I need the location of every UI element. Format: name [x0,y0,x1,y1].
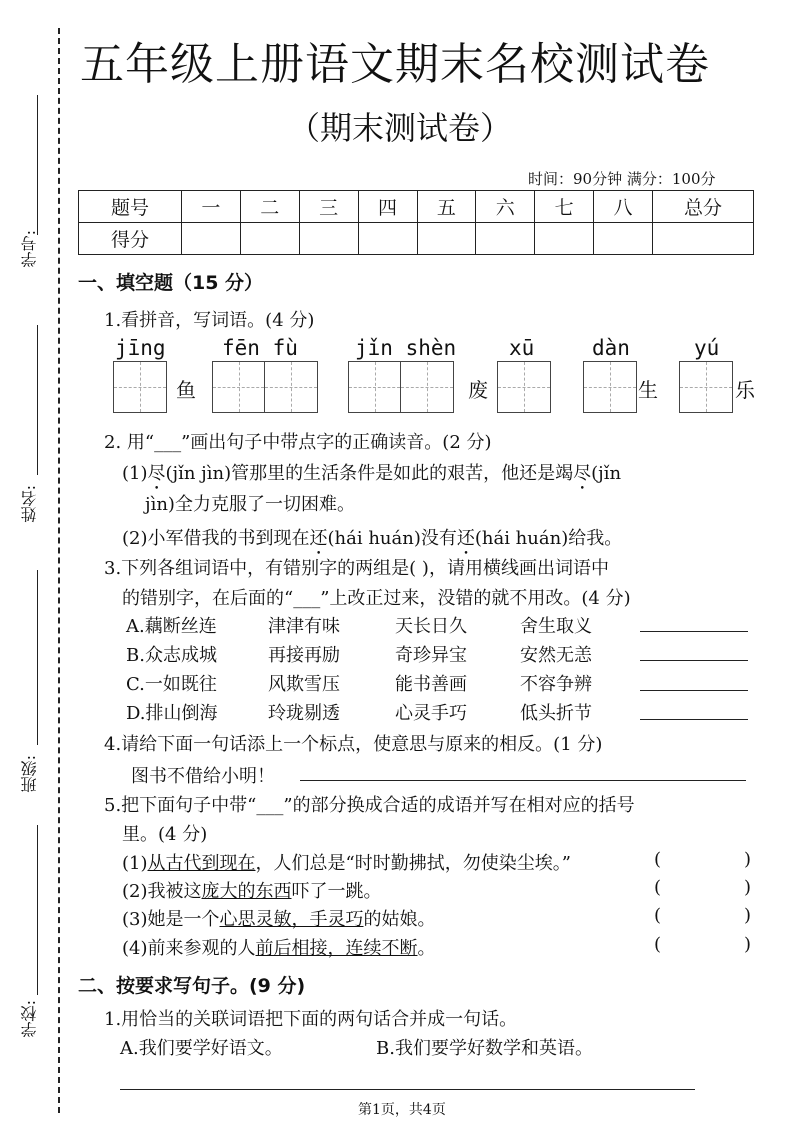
q3-word: D.排山倒海 [126,703,218,724]
paren-open: ( [654,877,662,898]
q5-line1: 5.把下面句子中带“___”的部分换成合适的成语并写在相对应的括号 [104,795,635,816]
q3-word: B.众志成城 [126,645,217,666]
grid-suffix: 生 [638,378,658,402]
grid-suffix: 乐 [735,378,755,402]
q3-line1: 3.下列各组词语中，有错别字的两组是( )，请用横线画出词语中 [104,558,609,579]
label-xuexiao: 学校: [20,1000,39,1038]
q3-word: C.一如既往 [126,674,217,695]
q3-word: 风欺雪压 [268,674,340,695]
q1-text: 1.看拼音，写词语。(4 分) [104,310,315,331]
s2-option-b: B.我们要学好数学和英语。 [376,1038,593,1059]
q5-item [122,905,436,931]
score-cell: 一 [182,191,241,223]
q5-underlined: 心思灵敏，手灵巧 [219,909,364,930]
score-cell: 三 [299,191,358,223]
q2-s1a: (1) [122,463,148,484]
q5-underlined: 从古代到现在 [147,853,256,874]
paren-open: ( [654,849,662,870]
writing-grid[interactable] [348,361,454,413]
pinyin: dàn [592,336,630,360]
page-number: 第1页，共4页 [358,1102,446,1118]
paren-close: ) [744,934,752,955]
q3-word: A.藕断丝连 [126,616,217,637]
page-title: 五年级上册语文期末名校测试卷 [80,39,710,90]
q5-item [122,934,436,960]
pinyin: fēn fù [222,336,298,360]
paren-open: ( [654,905,662,926]
paren-close: ) [744,849,752,870]
q5-pre: (2)我被这 [122,881,202,902]
q2-s1f: jìn)全力克服了一切困难。 [145,494,355,515]
score-input[interactable] [476,223,535,255]
answer-blank[interactable] [640,660,748,661]
q3-word: 舍生取义 [520,616,592,637]
score-cell: 题号 [79,191,182,223]
score-cell: 五 [417,191,476,223]
q2-sentence1 [122,459,621,494]
score-input[interactable] [417,223,476,255]
xingming-line [37,325,38,475]
score-input[interactable] [653,223,754,255]
score-input[interactable] [240,223,299,255]
q3-word: 天长日久 [395,616,467,637]
grid-suffix: 废 [468,378,488,402]
exam-meta: 时间：90分钟 满分：100分 [528,170,716,188]
dotted-char: 尽 [147,463,166,484]
q5-post: ，人们总是“时时勤拂拭，勿使染尘埃。” [255,853,571,874]
paren-close: ) [744,905,752,926]
q5-pre: (4)前来参观的人 [122,938,256,959]
answer-blank[interactable] [640,719,748,720]
q5-post: 的姑娘。 [363,909,436,930]
label-banji: 班级: [20,755,39,793]
q3-word: 心灵手巧 [395,703,467,724]
q5-item [122,877,382,903]
q4-text: 4.请给下面一句话添上一个标点，使意思与原来的相反。(1 分) [104,734,603,755]
score-cell: 四 [358,191,417,223]
q5-line2: 里。(4 分) [122,824,208,845]
paren-close: ) [744,877,752,898]
section1-heading: 一、填空题（15 分） [78,272,264,294]
writing-grid[interactable] [679,361,733,413]
q3-word: 低头折节 [520,703,592,724]
answer-line[interactable] [120,1089,695,1090]
writing-grid[interactable] [113,361,167,413]
q3-word: 不容争辨 [520,674,592,695]
q4-sentence: 图书不借给小明！ [131,766,275,787]
score-label: 得分 [79,223,182,255]
xuehao-line [37,95,38,235]
score-input[interactable] [182,223,241,255]
pinyin: xū [509,336,535,360]
answer-blank[interactable] [640,631,748,632]
q5-post: 吓了一跳。 [291,881,382,902]
q3-word: 安然无恙 [520,645,592,666]
q2-s2a: (2)小军借我的书到现在 [122,528,310,549]
q2-s2e: (hái huán)给我。 [474,528,623,549]
q5-pre: (3)她是一个 [122,909,220,930]
q5-underlined: 前后相接，连续不断 [255,938,418,959]
score-cell: 二 [240,191,299,223]
writing-grid[interactable] [497,361,551,413]
q5-item [122,849,571,875]
q3-word: 津津有味 [268,616,340,637]
score-input[interactable] [594,223,653,255]
score-cell: 总分 [653,191,754,223]
dotted-char: 还 [309,528,328,549]
score-input[interactable] [299,223,358,255]
label-xingming: 姓名: [20,485,39,523]
score-input[interactable] [535,223,594,255]
score-cell: 六 [476,191,535,223]
answer-blank[interactable] [300,780,746,781]
score-value-row [79,223,754,255]
q5-post: 。 [417,938,436,959]
q3-word: 再接再励 [268,645,340,666]
section2-heading: 二、按要求写句子。(9 分) [78,975,306,997]
score-table [78,190,754,255]
score-header-row [79,191,754,223]
grid-suffix: 鱼 [176,378,196,402]
q3-word: 能书善画 [395,674,467,695]
q2-s1c: (jǐn jìn)管那里的生活条件是如此的艰苦，他还是竭 [165,463,574,484]
q5-pre: (1) [122,853,148,874]
pinyin: jīng [115,336,166,360]
q2-s1e: (jǐn [591,463,622,484]
writing-grid[interactable] [212,361,318,413]
pinyin: yú [694,336,720,360]
label-xuehao: 学号: [20,230,39,268]
q3-word: 玲珑剔透 [268,703,340,724]
paren-open: ( [654,934,662,955]
banji-line [37,570,38,745]
cut-line [58,28,60,1113]
s2-q1-text: 1.用恰当的关联词语把下面的两句话合并成一句话。 [104,1009,518,1030]
score-input[interactable] [358,223,417,255]
q2-text: 2. 用“___”画出句子中带点字的正确读音。(2 分) [104,432,492,453]
score-cell: 八 [594,191,653,223]
page-subtitle: （期末测试卷） [288,109,513,147]
answer-blank[interactable] [640,690,748,691]
pinyin: jǐn shèn [355,336,457,360]
q2-s2c: (hái huán)没有 [327,528,457,549]
q5-underlined: 庞大的东西 [201,881,292,902]
score-cell: 七 [535,191,594,223]
dotted-char: 尽 [573,463,592,484]
xuexiao-line [37,825,38,995]
q3-word: 奇珍异宝 [395,645,467,666]
q3-line2: 的错别字，在后面的“___”上改正过来，没错的就不用改。(4 分) [122,588,631,609]
writing-grid[interactable] [583,361,637,413]
dotted-char: 还 [456,528,475,549]
s2-option-a: A.我们要学好语文。 [120,1038,283,1059]
